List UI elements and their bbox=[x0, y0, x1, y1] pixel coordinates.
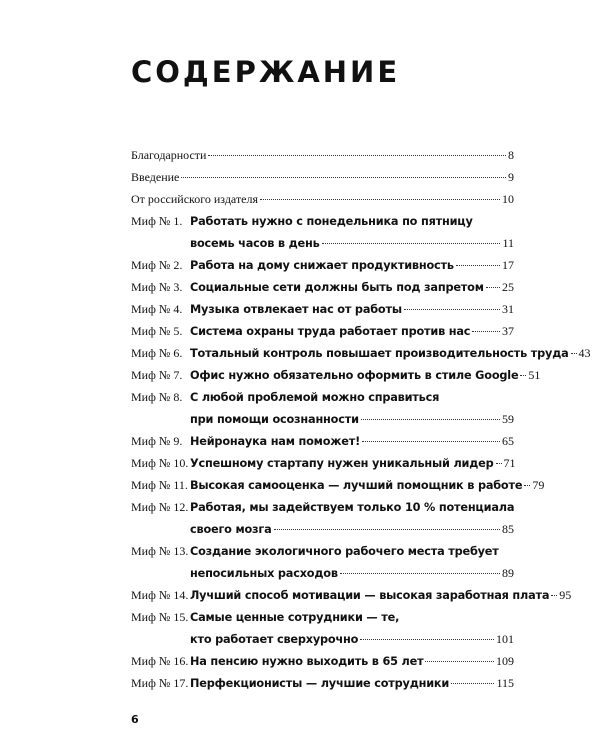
toc-entry-title: Социальные сети должны быть под запретом bbox=[190, 281, 484, 294]
toc-entry-title: Лучший способ мотивации — высокая заработная плата bbox=[190, 589, 550, 602]
toc-entry-label: Миф № 2. bbox=[131, 258, 183, 272]
toc-entry-title: От российского издателя bbox=[131, 192, 259, 206]
toc-entry-line bbox=[131, 210, 514, 232]
toc-entry-title: Перфекционисты — лучшие сотрудники bbox=[190, 677, 450, 690]
toc-entry-label: Миф № 13. bbox=[131, 544, 189, 558]
toc-entry-page: 25 bbox=[502, 280, 514, 294]
toc-entry-page: 65 bbox=[502, 434, 514, 448]
toc-entry-title: Введение bbox=[131, 170, 180, 184]
toc-entry bbox=[131, 276, 514, 298]
toc-entry-line bbox=[131, 452, 514, 474]
dot-leader bbox=[260, 199, 500, 200]
toc-entry-page: 109 bbox=[496, 654, 514, 668]
dot-leader bbox=[451, 683, 494, 684]
toc-entry-title: кто работает сверхурочно bbox=[190, 633, 359, 646]
toc-entry bbox=[131, 606, 514, 650]
dot-leader bbox=[274, 529, 500, 530]
toc-entry bbox=[131, 650, 514, 672]
toc-entry-page: 79 bbox=[532, 478, 545, 492]
toc-entry-title: непосильных расходов bbox=[190, 567, 338, 580]
toc-entry-line bbox=[131, 672, 514, 694]
toc-entry-line bbox=[131, 430, 514, 452]
toc-entry-line bbox=[131, 518, 514, 540]
toc-entry-line bbox=[131, 606, 514, 628]
toc-entry bbox=[131, 188, 514, 210]
toc-entry-line bbox=[131, 144, 514, 166]
toc-entry-page: 8 bbox=[508, 148, 514, 162]
toc-entry-page: 10 bbox=[502, 192, 514, 206]
toc-entry-title: Тотальный контроль повышает производительность труда bbox=[190, 347, 569, 360]
toc-entry-label: Миф № 4. bbox=[131, 302, 183, 316]
toc-entry-title: Самые ценные сотрудники — те, bbox=[190, 611, 400, 624]
toc-entry-title: Работая, мы задействуем только 10 % потенциала bbox=[190, 501, 515, 514]
toc-entry-line bbox=[131, 364, 541, 386]
dot-leader bbox=[340, 573, 500, 574]
toc-entry-title: Музыка отвлекает нас от работы bbox=[190, 303, 402, 316]
toc-entry-line bbox=[131, 408, 514, 430]
toc-entry-page: 115 bbox=[496, 676, 514, 690]
toc-entry-line bbox=[131, 276, 514, 298]
toc-entry-label: Миф № 7. bbox=[131, 368, 183, 382]
toc-entry bbox=[131, 298, 514, 320]
toc-entry-title: Офис нужно обязательно оформить в стиле Google bbox=[190, 369, 519, 382]
toc-entry-label: Миф № 6. bbox=[131, 346, 183, 360]
dot-leader bbox=[456, 265, 500, 266]
dot-leader bbox=[404, 309, 500, 310]
toc-entry-line bbox=[131, 650, 514, 672]
toc-entry-line bbox=[131, 342, 591, 364]
toc-entry-title: Высокая самооценка — лучший помощник в работе bbox=[190, 479, 523, 492]
toc-entry-label: Миф № 15. bbox=[131, 610, 189, 624]
toc-entry-title: Благодарности bbox=[131, 148, 207, 162]
toc-entry bbox=[131, 320, 514, 342]
toc-entry-page: 95 bbox=[559, 588, 572, 602]
toc-entry bbox=[131, 166, 514, 188]
toc-entry-page: 11 bbox=[502, 236, 514, 250]
dot-leader bbox=[322, 243, 501, 244]
toc-entry-title: Система охраны труда работает против нас bbox=[190, 325, 471, 338]
dot-leader bbox=[360, 639, 494, 640]
page-title: СОДЕРЖАНИЕ bbox=[131, 55, 401, 89]
toc-entry bbox=[131, 386, 514, 430]
toc-entry-page: 37 bbox=[502, 324, 514, 338]
dot-leader bbox=[208, 155, 506, 156]
toc-entry-page: 51 bbox=[528, 368, 541, 382]
toc-entry-line bbox=[131, 474, 545, 496]
toc-entry-label: Миф № 5. bbox=[131, 324, 183, 338]
toc-entry-label: Миф № 10. bbox=[131, 456, 189, 470]
toc-entry-line bbox=[131, 254, 514, 276]
toc-entry-page: 85 bbox=[502, 522, 514, 536]
toc-entry bbox=[131, 364, 541, 386]
toc-entry-page: 31 bbox=[502, 302, 514, 316]
toc-entry-title: при помощи осознанности bbox=[190, 413, 359, 426]
toc-entry-page: 9 bbox=[508, 170, 514, 184]
dot-leader bbox=[496, 463, 502, 464]
toc-entry-line bbox=[131, 166, 514, 188]
dot-leader bbox=[551, 595, 557, 596]
dot-leader bbox=[361, 419, 500, 420]
toc-entry-line bbox=[131, 320, 514, 342]
toc-entry bbox=[131, 342, 591, 364]
toc-entry-title: восемь часов в день bbox=[190, 237, 320, 250]
toc-entry-label: Миф № 9. bbox=[131, 434, 183, 448]
toc-entry-label: Миф № 11. bbox=[131, 478, 188, 492]
toc-entry-line bbox=[131, 540, 514, 562]
toc-entry-line bbox=[131, 386, 514, 408]
toc-entry-title: Работа на дому снижает продуктивность bbox=[190, 259, 454, 272]
toc-entry-label: Миф № 3. bbox=[131, 280, 183, 294]
toc-entry bbox=[131, 144, 514, 166]
toc-entry bbox=[131, 474, 545, 496]
toc-entry-label: Миф № 14. bbox=[131, 588, 189, 602]
dot-leader bbox=[520, 375, 526, 376]
dot-leader bbox=[472, 331, 500, 332]
dot-leader bbox=[571, 353, 577, 354]
dot-leader bbox=[524, 485, 530, 486]
toc-entry bbox=[131, 584, 572, 606]
toc-entry-label: Миф № 1. bbox=[131, 214, 183, 228]
toc-entry-title: своего мозга bbox=[190, 523, 272, 536]
toc-entry-title: Работать нужно с понедельника по пятницу bbox=[190, 215, 473, 228]
toc-entry-label: Миф № 17. bbox=[131, 676, 189, 690]
toc-entry bbox=[131, 496, 514, 540]
toc-entry bbox=[131, 210, 514, 254]
toc-entry-title: На пенсию нужно выходить в 65 лет bbox=[190, 655, 424, 668]
toc-entry-line bbox=[131, 584, 572, 606]
toc-entry bbox=[131, 672, 514, 694]
dot-leader bbox=[362, 441, 500, 442]
dot-leader bbox=[425, 661, 494, 662]
dot-leader bbox=[181, 177, 506, 178]
toc-entry-line bbox=[131, 188, 514, 210]
toc-entry-title: Создание экологичного рабочего места требует bbox=[190, 545, 499, 558]
toc-entry-line bbox=[131, 298, 514, 320]
toc-entry bbox=[131, 452, 514, 474]
toc-entry-page: 101 bbox=[496, 632, 514, 646]
toc-entry-line bbox=[131, 628, 514, 650]
toc-entry bbox=[131, 540, 514, 584]
dot-leader bbox=[486, 287, 500, 288]
toc-entry-title: Нейронаука нам поможет! bbox=[190, 435, 361, 448]
toc-entry-line bbox=[131, 562, 514, 584]
table-of-contents bbox=[131, 144, 591, 694]
toc-entry-page: 43 bbox=[578, 346, 591, 360]
toc-entry-title: С любой проблемой можно справиться bbox=[190, 391, 440, 404]
toc-entry-line bbox=[131, 232, 514, 254]
page-number: 6 bbox=[131, 713, 139, 726]
toc-entry-title: Успешному стартапу нужен уникальный лидер bbox=[190, 457, 494, 470]
toc-entry bbox=[131, 430, 514, 452]
toc-entry-page: 71 bbox=[503, 456, 516, 470]
toc-entry-label: Миф № 16. bbox=[131, 654, 189, 668]
toc-entry-label: Миф № 12. bbox=[131, 500, 189, 514]
toc-entry-page: 89 bbox=[502, 566, 514, 580]
toc-entry-line bbox=[131, 496, 514, 518]
toc-entry bbox=[131, 254, 514, 276]
toc-entry-page: 17 bbox=[502, 258, 514, 272]
toc-entry-label: Миф № 8. bbox=[131, 390, 183, 404]
toc-entry-page: 59 bbox=[502, 412, 514, 426]
